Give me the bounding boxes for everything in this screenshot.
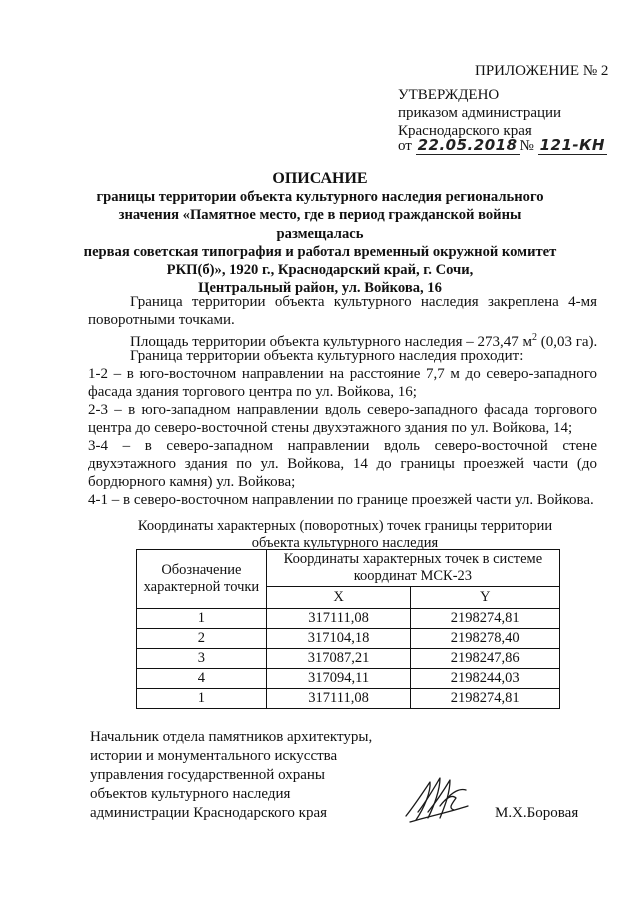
approved-label: УТВЕРЖДЕНО — [398, 87, 500, 103]
segment-3-4-line-2: двухэтажного здания по ул. Войкова, 14 до границы проезжей части (до — [88, 456, 597, 472]
appendix-label: ПРИЛОЖЕНИЕ № 2 — [475, 63, 609, 79]
order-date-line — [398, 136, 607, 155]
table-caption — [110, 518, 580, 551]
date-prefix: от — [398, 138, 412, 154]
table-row — [137, 629, 560, 649]
subtitle-line: Центральный район, ул. Войкова, 16 — [198, 280, 442, 297]
table-row — [137, 689, 560, 709]
segment-3-4-line-1: 3-4 – в северо-западном направлении вдоль северо-восточной стене — [88, 438, 597, 454]
header-point-designation — [137, 550, 267, 609]
header-x: X — [266, 587, 411, 609]
signer-position-line-2: истории и монументального искусства — [90, 748, 338, 764]
area-text: Площадь территории объекта культурного наследия – 273,47 м — [130, 334, 532, 350]
subtitle-line: первая советская типография и работал временный окружной комитет — [83, 243, 557, 260]
table-row — [137, 609, 560, 629]
document-title: ОПИСАНИЕ — [272, 170, 368, 187]
order-line-2: Краснодарского края — [398, 123, 532, 139]
paragraph-points-line-2: поворотными точками. — [88, 312, 235, 328]
segment-2-3-line-1: 2-3 – в юго-западном направлении вдоль северо-западного фасада торгового — [88, 402, 597, 418]
cell-point: 3 — [137, 649, 267, 669]
subtitle-line: значения «Памятное место, где в период гражданской войны размещалась — [118, 207, 522, 242]
handwritten-date: 22.05.2018 — [417, 136, 518, 154]
cell-y: 2198274,81 — [411, 609, 560, 629]
signer-position-line-1: Начальник отдела памятников архитектуры, — [90, 729, 373, 745]
paragraph-points-line-1: Граница территории объекта культурного наследия закреплена 4-мя — [130, 294, 597, 310]
document-subtitle — [80, 188, 560, 298]
cell-point: 4 — [137, 669, 267, 689]
handwritten-signature — [400, 772, 480, 830]
cell-point: 1 — [137, 689, 267, 709]
header-y: Y — [411, 587, 560, 609]
header-point-line-2: характерной точки — [143, 579, 260, 595]
header-coordinates — [266, 550, 559, 587]
signatory-name: М.Х.Боровая — [495, 805, 579, 821]
cell-x: 317094,11 — [266, 669, 411, 689]
segment-3-4-line-3: бордюрного камня) ул. Войкова; — [88, 474, 296, 490]
cell-y: 2198278,40 — [411, 629, 560, 649]
header-coords-line-1: Координаты характерных точек в системе — [283, 551, 543, 567]
header-point-line-1: Обозначение — [161, 562, 242, 578]
cell-x: 317111,08 — [266, 689, 411, 709]
cell-x: 317087,21 — [266, 649, 411, 669]
table-row — [137, 649, 560, 669]
caption-line: Координаты характерных (поворотных) точек границы территории — [137, 518, 553, 534]
coordinates-table — [136, 549, 560, 709]
order-line-1: приказом администрации — [398, 105, 562, 121]
cell-x: 317104,18 — [266, 629, 411, 649]
segment-1-2-line-2: фасада здания торгового центра по ул. Войкова, 16; — [88, 384, 417, 400]
table-row — [137, 669, 560, 689]
signer-position-line-5: администрации Краснодарского края — [90, 805, 328, 821]
number-prefix: № — [519, 138, 534, 154]
signer-position-line-4: объектов культурного наследия — [90, 786, 291, 802]
segment-1-2-line-1: 1-2 – в юго-восточном направлении на расстояние 7,7 м до северо-западного — [88, 366, 597, 382]
cell-y: 2198244,03 — [411, 669, 560, 689]
subtitle-line: границы территории объекта культурного наследия регионального — [96, 189, 544, 205]
segment-4-1-line-1: 4-1 – в северо-восточном направлении по границе проезжей части ул. Войкова. — [88, 492, 594, 508]
cell-point: 1 — [137, 609, 267, 629]
cell-y: 2198274,81 — [411, 689, 560, 709]
paragraph-boundary-intro: Граница территории объекта культурного наследия проходит: — [130, 348, 524, 364]
cell-point: 2 — [137, 629, 267, 649]
header-coords-line-2: координат МСК-23 — [353, 568, 473, 584]
caption-line: объекта культурного наследия — [251, 534, 439, 551]
handwritten-number: 121-КН — [539, 136, 605, 154]
signer-position-line-3: управления государственной охраны — [90, 767, 325, 783]
area-hectares: (0,03 га). — [536, 334, 598, 350]
segment-2-3-line-2: центра до северо-восточной стены двухэтажного здания по ул. Войкова, 14; — [88, 420, 573, 436]
cell-x: 317111,08 — [266, 609, 411, 629]
subtitle-line: РКП(б)», 1920 г., Краснодарский край, г. Сочи, — [166, 262, 474, 279]
cell-y: 2198247,86 — [411, 649, 560, 669]
area-superscript: 2 — [531, 332, 537, 343]
